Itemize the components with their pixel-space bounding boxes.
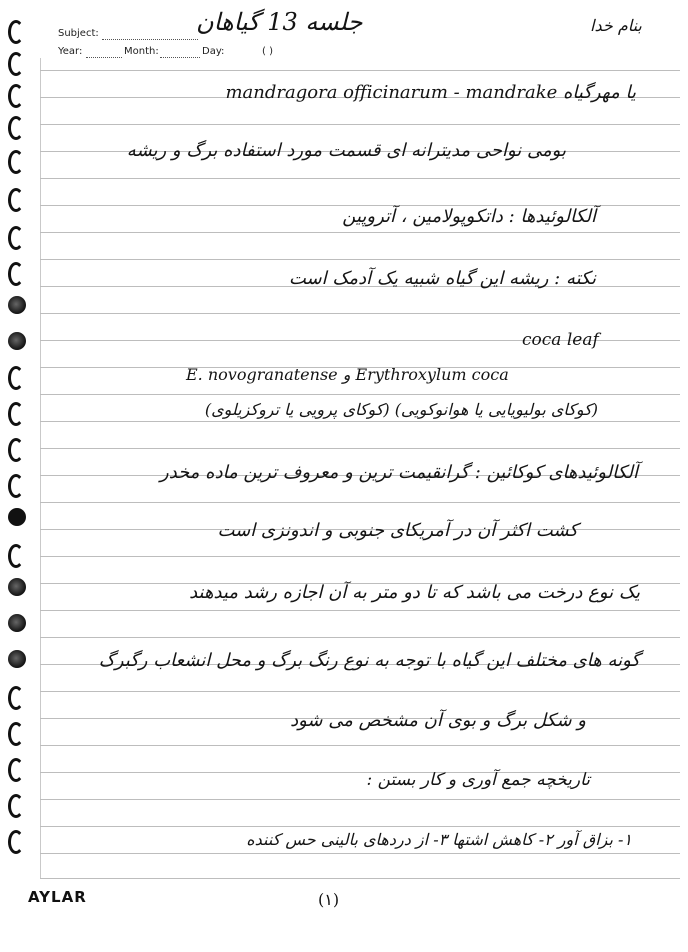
binder-ring — [8, 474, 24, 498]
ruled-line — [40, 232, 680, 233]
binder-ring — [8, 20, 24, 44]
note-line: نکته : ریشه این گیاه شبیه یک آدمک است — [288, 268, 596, 289]
session-title: جلسه 13 گیاهان — [196, 8, 363, 36]
year-dots — [86, 56, 122, 58]
note-line: گونه های مختلف این گیاه با توجه به نوع رنگ برگ و محل انشعاب رگبرگ — [98, 650, 640, 671]
binder-hole — [8, 578, 26, 596]
note-line: E. novogranatense و Erythroxylum coca — [186, 365, 509, 384]
binder-ring — [8, 116, 24, 140]
ruled-line — [40, 70, 680, 71]
binder-ring — [8, 366, 24, 390]
binder-ring — [8, 84, 24, 108]
binder-ring — [8, 226, 24, 250]
month-dots — [160, 56, 200, 58]
ruled-line — [40, 124, 680, 125]
binder-ring — [8, 262, 24, 286]
note-line: (کوکای بولیویایی یا هوانوکویی) (کوکای پرویی یا تروکزیلوی) — [204, 400, 598, 419]
ruled-line — [40, 259, 680, 260]
binder-ring — [8, 150, 24, 174]
month-label: Month: — [124, 46, 159, 57]
ruled-line — [40, 637, 680, 638]
note-line: آلکالوئیدهای کوکائین : گرانقیمت ترین و معروف ترین ماده مخدر — [160, 462, 638, 483]
page-number: (۱) — [318, 890, 340, 909]
year-label: Year: — [58, 46, 83, 57]
binder-ring — [8, 758, 24, 782]
ruled-line — [40, 745, 680, 746]
ruled-line — [40, 826, 680, 827]
note-line: بومی نواحی مدیترانه ای قسمت مورد استفاده برگ و ریشه — [126, 140, 566, 161]
margin-line — [40, 58, 41, 878]
subject-label: Subject: — [58, 28, 99, 39]
binder-ring — [8, 794, 24, 818]
day-value: ( ) — [262, 46, 273, 57]
day-label: Day: — [202, 46, 225, 57]
note-line: تاریخچه جمع آوری و کار بستن : — [366, 770, 590, 790]
note-line: آلکالوئیدها : داتکوپولامین ، آتروپین — [342, 206, 596, 227]
binder-hole — [8, 614, 26, 632]
subject-dots — [102, 38, 198, 40]
binder-ring — [8, 52, 24, 76]
ruled-line — [40, 448, 680, 449]
note-line: یک نوع درخت می باشد که تا دو متر به آن اجازه رشد میدهند — [189, 582, 640, 603]
ruled-line — [40, 853, 680, 854]
binder-hole — [8, 508, 26, 526]
ruled-line — [40, 178, 680, 179]
bismillah: بنام خدا — [590, 16, 642, 35]
ruled-line — [40, 313, 680, 314]
binder-hole — [8, 650, 26, 668]
binder-ring — [8, 402, 24, 426]
binder-ring — [8, 438, 24, 462]
binder-hole — [8, 332, 26, 350]
ruled-line — [40, 878, 680, 879]
note-line: ۱- بزاق آور ۲- کاهش اشتها ۳- از دردهای بالینی حس کننده — [246, 830, 632, 849]
binder-ring — [8, 722, 24, 746]
binder-ring — [8, 686, 24, 710]
binder-ring — [8, 544, 24, 568]
ruled-line — [40, 691, 680, 692]
binder-hole — [8, 296, 26, 314]
ruled-line — [40, 421, 680, 422]
ruled-line — [40, 502, 680, 503]
note-line: mandragora officinarum - mandrake یا مهرگیاه — [225, 82, 636, 103]
ruled-line — [40, 394, 680, 395]
ruled-line — [40, 556, 680, 557]
binder-ring — [8, 188, 24, 212]
note-line: coca leaf — [522, 330, 599, 350]
ruled-line — [40, 610, 680, 611]
note-line: کشت اکثر آن در آمریکای جنوبی و اندونزی است — [217, 520, 578, 541]
ruled-line — [40, 799, 680, 800]
note-line: و شکل برگ و بوی آن مشخص می شود — [290, 710, 586, 731]
brand-logo: AYLAR — [28, 888, 87, 906]
binder-ring — [8, 830, 24, 854]
